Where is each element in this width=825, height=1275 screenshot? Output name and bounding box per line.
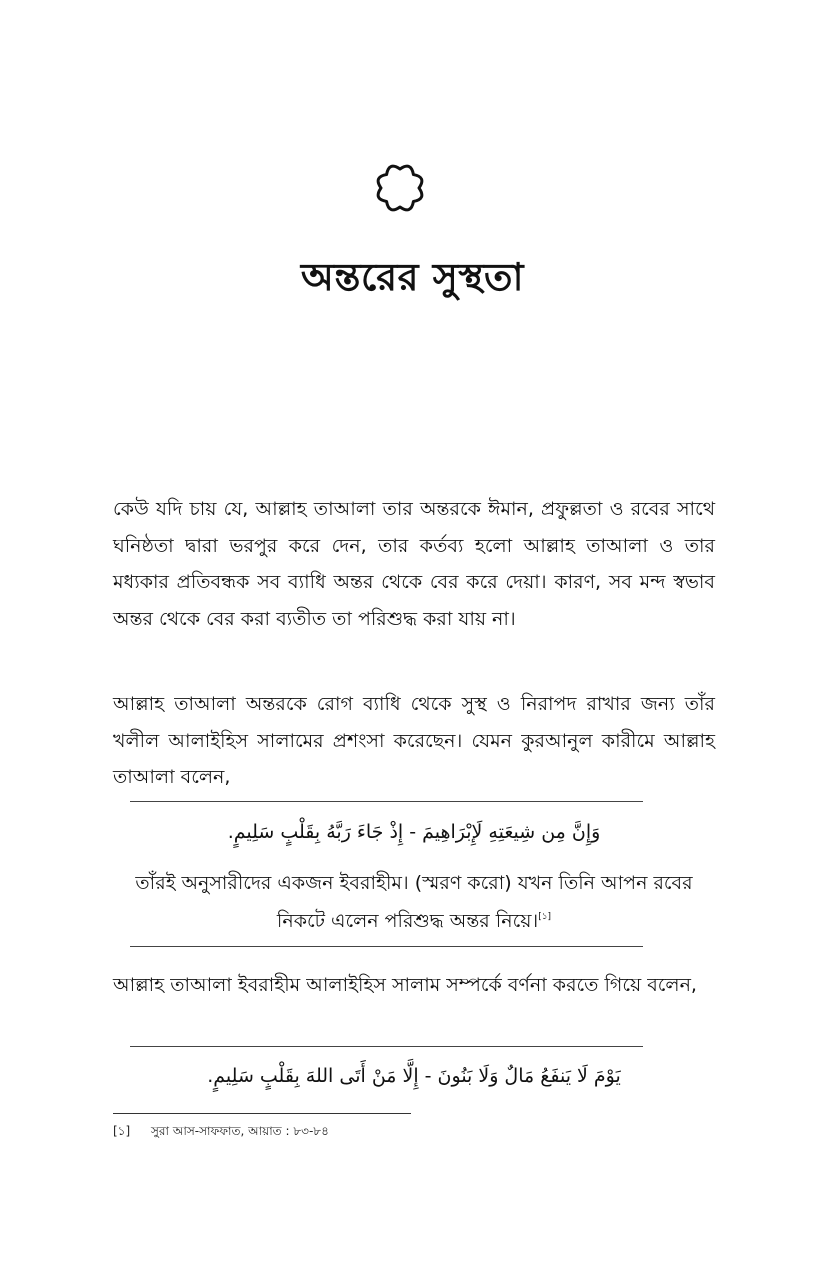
verse-translation-1 <box>113 866 715 938</box>
footnote-marker: [১] <box>113 1124 131 1138</box>
flower-ornament-icon <box>367 155 433 221</box>
footnote-reference[interactable]: [১] <box>538 912 552 922</box>
verse-translation-text: তাঁরই অনুসারীদের একজন ইবরাহীম। (স্মরণ করো) যখন তিনি আপন রবের নিকটে এলেন পরিশুদ্ধ অন্তর নিয়ে। <box>135 872 693 932</box>
verse-divider-top <box>130 801 643 802</box>
paragraph-intro: কেউ যদি চায় যে, আল্লাহ তাআলা তার অন্তরকে ঈমান, প্রফুল্লতা ও রবের সাথে ঘনিষ্ঠতা দ্বারা ভরপুর করে দেন, তার কর্তব্য হলো আল্লাহ তাআলা ও তার মধ্যকার প্রতিবন্ধক সব ব্যাধি অন্তর থেকে বের করে দেয়া। কারণ, সব মন্দ স্বভাব অন্তর থেকে বের করা ব্যতীত তা পরিশুদ্ধ করা যায় না। <box>113 498 715 630</box>
footnote <box>113 1123 329 1139</box>
footnote-divider <box>113 1113 411 1114</box>
paragraph-praise: আল্লাহ তাআলা অন্তরকে রোগ ব্যাধি থেকে সুস্থ ও নিরাপদ রাখার জন্য তাঁর খলীল আলাইহিস সালামের প্রশংসা করেছেন। যেমন কুরআনুল কারীমে আল্লাহ তাআলা বলেন, <box>113 693 715 788</box>
verse-divider-bottom <box>130 946 643 947</box>
chapter-title: অন্তরের সুস্থতা <box>300 255 525 299</box>
footnote-text: সুরা আস-সাফফাত, আয়াত : ৮৩-৮৪ <box>151 1124 329 1138</box>
quran-verse-1: وَإِنَّ مِن شِيعَتِهِ لَإِبْرَاهِيمَ - إِذْ جَاءَ رَبَّهُ بِقَلْبٍ سَلِيمٍ. <box>227 821 601 843</box>
quran-verse-2: يَوْمَ لَا يَنفَعُ مَالٌ وَلَا بَنُونَ - إِلَّا مَنْ أَتَى اللهَ بِقَلْبٍ سَلِيمٍ. <box>207 1065 621 1087</box>
paragraph-ibrahim: আল্লাহ তাআলা ইবরাহীম আলাইহিস সালাম সম্পর্কে বর্ণনা করতে গিয়ে বলেন, <box>113 974 697 996</box>
verse-divider-2 <box>130 1046 643 1047</box>
